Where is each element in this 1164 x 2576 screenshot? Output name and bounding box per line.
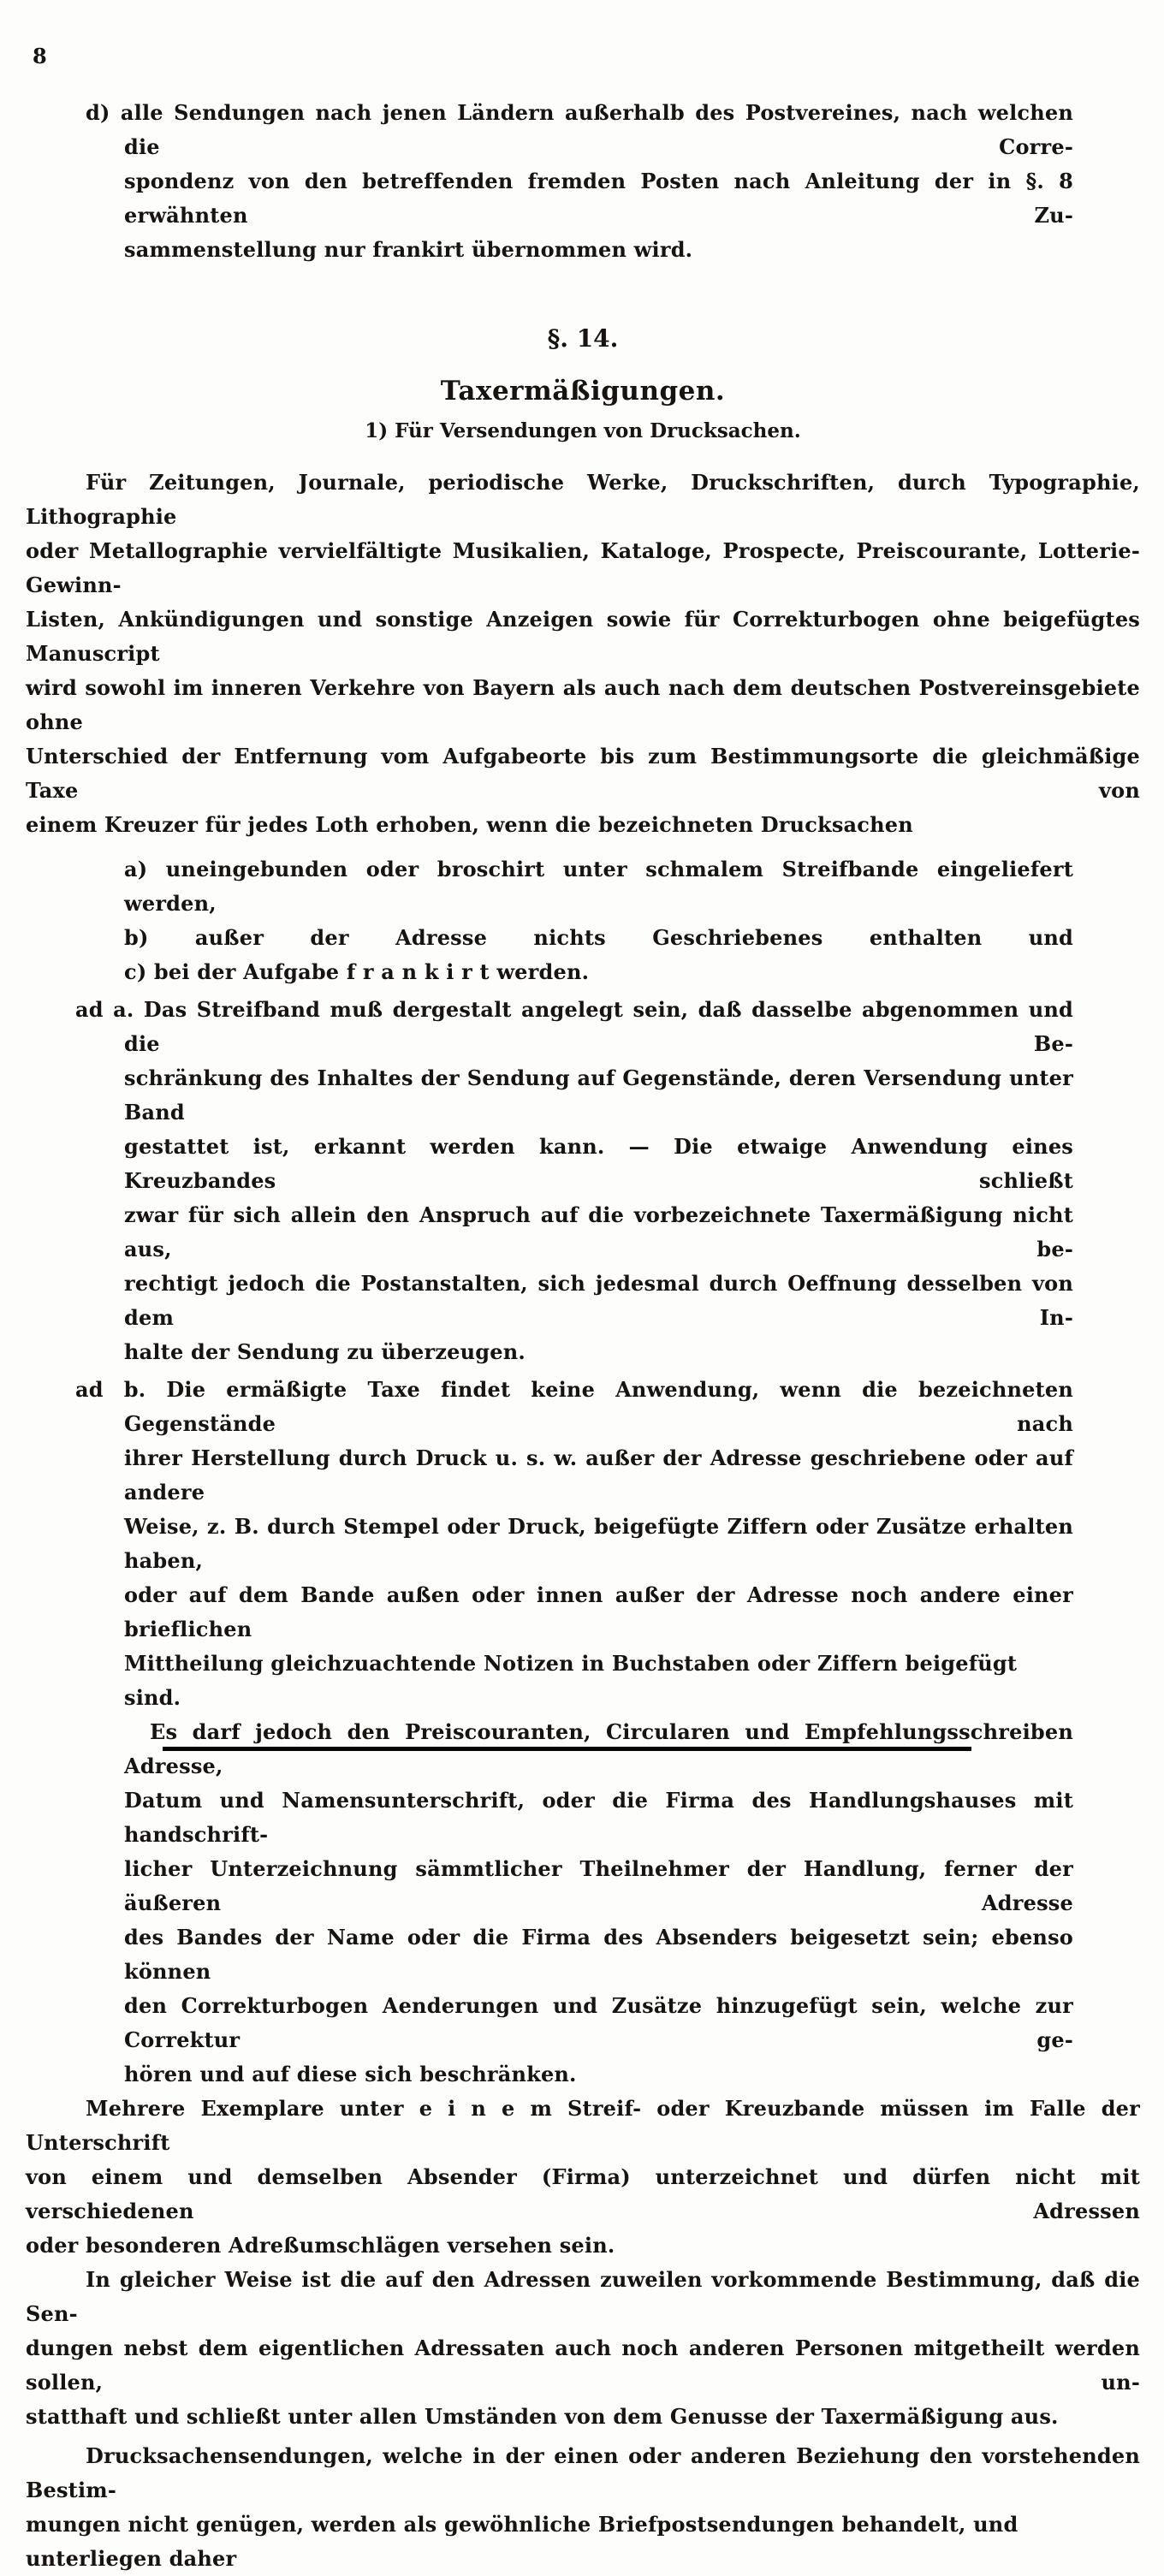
conditions-list: a) uneingebunden oder broschirt unter schmalem Streifbande eingeliefert werden, b) außer der Adresse nichts Geschriebenes enthalten und c) bei der Aufgabe f r a n k i r t werden. [124,857,1073,984]
note-ad-a: ad a. Das Streifband muß dergestalt angelegt sein, daß dasselbe abgenommen und die Be- schränkung des Inhaltes der Sendung auf Gegenstände, deren Versendung unter Band gestattet ist, erkannt werden kann. — Die etwaige Anwendung eines Kreuzbandes schließt zwar für sich allein den Anspruch auf die vorbezeichnete Taxermäßigung nicht aus, be- rechtigt jedoch die Postanstalten, sich jedesmal durch Oeffnung desselben von dem In- halte der Sendung zu überzeugen. [75,997,1073,1364]
section-number: §. 14. [547,324,619,353]
note-ad-b-continuation: Es darf jedoch den Preiscouranten, Circularen und Empfehlungsschreiben Adresse, Datum und Namensunterschrift, oder die Firma des Handlungshauses mit handschrift- licher Unterzeichnung sämmtlicher Theilnehmer der Handlung, ferner der äußeren Adresse des Bandes der Name oder die Firma des Absenders beigesetzt sein; ebenso können den Correkturbogen Aenderungen und Zusätze hinzugefügt sein, welche zur Correktur ge- hören und auf diese sich beschränken. [124,1719,1073,2086]
paragraph-intro: Für Zeitungen, Journale, periodische Werke, Druckschriften, durch Typographie, Lithographie oder Metallographie vervielfältigte Musikalien, Kataloge, Prospecte, Preiscourante, Lotterie-Gewinn- Listen, Ankündigungen und sonstige Anzeigen sowie für Correkturbogen ohne beigefügtes Manuscript wird sowohl im inneren Verkehre von Bayern als auch nach dem deutschen Postvereinsgebiete ohne Unterschied der Entfernung vom Aufgabeorte bis zum Bestimmungsorte die gleichmäßige Taxe von einem Kreuzer für jedes Loth erhoben, wenn die bezeichneten Drucksachen [26,470,1140,837]
paragraph-adressen: In gleicher Weise ist die auf den Adressen zuweilen vorkommende Bestimmung, daß die Sen- dungen nebst dem eigentlichen Adressaten auch noch anderen Personen mitgetheilt werden sollen, un- statthaft und schließt unter allen Umständen von dem Genusse der Taxermäßigung aus. [26,2267,1140,2429]
paragraph-exemplare: Mehrere Exemplare unter e i n e m Streif- oder Kreuzbande müssen im Falle der Unterschrift von einem und demselben Absender (Firma) unterzeichnet und dürfen nicht mit verschiedenen Adressen oder besonderen Adreßumschlägen versehen sein. [26,2096,1140,2258]
section-title: Taxermäßigungen. [440,376,726,407]
page-body [26,96,1140,2576]
section-subtitle: 1) Für Versendungen von Drucksachen. [365,419,801,442]
paragraph-drucksachen: Drucksachensendungen, welche in der einen oder anderen Beziehung den vorstehenden Bestim- mungen nicht genügen, werden als gewöhnliche Briefpostsendungen behandelt, und unterliegen daher [26,2443,1140,2571]
page-number: 8 [33,44,47,68]
list-item-d: d) alle Sendungen nach jenen Ländern außerhalb des Postvereines, nach welchen die Corre- spondenz von den betreffenden fremden Posten nach Anleitung der in §. 8 erwähnten Zu- sammenstellung nur frankirt übernommen wird. [86,100,1073,262]
scan-artifact-line [163,1747,971,1751]
note-ad-b: ad b. Die ermäßigte Taxe findet keine Anwendung, wenn die bezeichneten Gegenstände nach ihrer Herstellung durch Druck u. s. w. außer der Adresse geschriebene oder auf andere Weise, z. B. durch Stempel oder Druck, beigefügte Ziffern oder Zusätze erhalten haben, oder auf dem Bande außen oder innen außer der Adresse noch andere einer brieflichen Mittheilung gleichzuachtende Notizen in Buchstaben oder Ziffern beigefügt sind. [75,1377,1073,1710]
